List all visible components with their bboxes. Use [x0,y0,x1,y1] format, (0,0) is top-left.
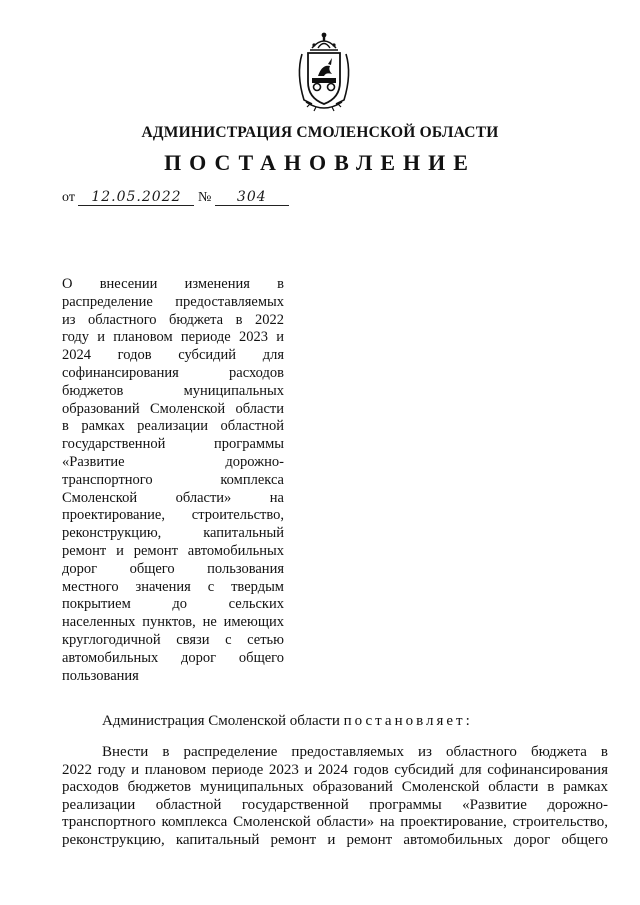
organization-title: АДМИНИСТРАЦИЯ СМОЛЕНСКОЙ ОБЛАСТИ [141,124,499,141]
body-line: расходов бюджетов муниципальных образований Смоленской области в рамках [62,779,608,796]
body-line: Внести в распределение предоставляемых из областного бюджета в [102,744,608,760]
subject-line: Смоленской области» на [62,489,284,506]
number-sign: № [197,190,212,205]
subject-line: транспортного комплекса [62,471,284,488]
subject-line: в рамках реализации областной [62,418,284,435]
subject-line: 2024 годов субсидий для [62,347,284,364]
subject-line: ремонт и ремонт автомобильных [62,542,284,559]
date-number-line [62,189,289,206]
body-line: 2022 году и плановом периоде 2023 и 2024 годов субсидий для софинансирования [62,761,608,778]
document-subject [62,276,284,685]
subject-line: «Развитие дорожно- [62,453,284,470]
subject-line: пользования [62,667,139,684]
body-line: реализации областной государственной программы «Развитие дорожно- [62,796,608,813]
resolution-intro [102,713,473,730]
body-line: реконструкцию, капитальный ремонт и ремонт автомобильных дорог общего [62,831,608,848]
subject-line: софинансирования расходов [62,364,284,381]
subject-line: покрытием до сельских [62,596,284,613]
subject-line: из областного бюджета в 2022 [62,311,284,328]
document-body [62,744,608,850]
resolution-verb: постановляет: [343,713,473,729]
subject-line: распределение предоставляемых [62,293,284,310]
subject-line: реконструкцию, капитальный [62,525,284,542]
subject-line: круглогодичной связи с сетью [62,631,284,648]
document-type-title: ПОСТАНОВЛЕНИЕ [164,150,476,175]
subject-line: автомобильных дорог общего [62,649,284,666]
subject-line: проектирование, строительство, [62,507,284,524]
resolution-authority: Администрация Смоленской области [102,713,340,729]
handwritten-date: 12.05.2022 [78,189,194,206]
subject-line: образований Смоленской области [62,400,284,417]
subject-line: местного значения с твердым [62,578,284,595]
subject-line: году и плановом периоде 2023 и [62,329,284,346]
body-line: транспортного комплекса Смоленской области» на проектирование, строительство, [62,814,608,831]
subject-line: государственной программы [62,436,284,453]
handwritten-number: 304 [215,189,289,206]
subject-line: бюджетов муниципальных [62,382,284,399]
date-prefix: от [62,190,75,205]
subject-line: населенных пунктов, не имеющих [62,614,284,631]
subject-line: О внесении изменения в [62,276,284,292]
coat-of-arms-icon [292,30,356,112]
subject-line: дорог общего пользования [62,560,284,577]
